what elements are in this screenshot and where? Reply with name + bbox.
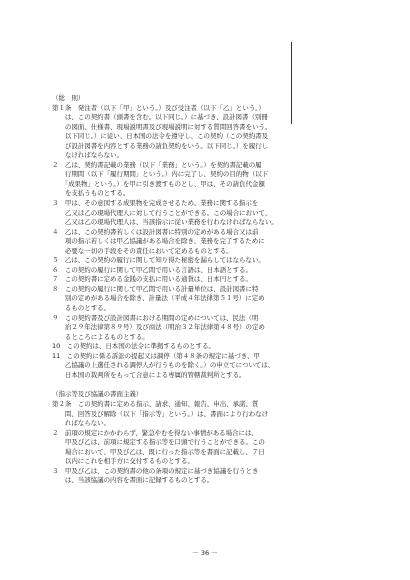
paragraph-4-line: 必要な一切の手段をその責任において定めるものとする。 bbox=[52, 246, 233, 255]
article-1-line: なければならない。 bbox=[52, 151, 123, 160]
paragraph-3-line: 乙又は乙の現場代理人は、当該指示に従い業務を行わなければならない。 bbox=[52, 218, 278, 227]
article-1-line: 以下同じ。）に従い、日本国の法令を遵守し、この契約（この契約書及 bbox=[52, 132, 269, 141]
paragraph-7-line: ７ この契約書に定める金銭の支払に用いる通貨は、日本円とする。 bbox=[52, 275, 252, 284]
heading-general: （総 則） bbox=[52, 94, 85, 102]
section-general-provisions bbox=[52, 94, 368, 380]
paragraph-4-line: 項の指示若しくは甲乙協議がある場合を除き、業務を完了するために bbox=[52, 237, 265, 246]
paragraph-11-line: 乙協議の上選任される調停人が行うものを除く。）の申立てについては、 bbox=[52, 361, 275, 370]
paragraph-6-line: ６ この契約の履行に関して甲乙間で用いる言語は、日本語とする。 bbox=[52, 265, 252, 274]
article-1-line: の図面、仕様書、現場説明書及び現場説明に対する質問回答書をいう。 bbox=[52, 122, 272, 131]
page-number: － 36 － bbox=[192, 549, 218, 557]
paragraph-2-line: を支払うものとする。 bbox=[52, 189, 130, 198]
document-body bbox=[52, 94, 368, 486]
article-2-line: 問、回答及び解除（以下「指示等」という。）は、書面により行わなけ bbox=[52, 409, 269, 418]
section-written-instructions bbox=[52, 390, 368, 485]
paragraph-2-line: 「成果物」という。）を甲に引き渡すものとし、甲は、その請負代金額 bbox=[52, 179, 265, 188]
section-gap bbox=[52, 380, 368, 390]
paragraph-8-line: ８ この契約の履行に関して甲乙間で用いる計量単位は、設計図書に特 bbox=[52, 284, 259, 293]
paragraph-3-line: 乙又は乙の現場代理人に対して行うことができる。この場合において、 bbox=[52, 208, 272, 217]
paragraph-11-line: 11 この契約に係る訴訟の提起又は調停（第４８条の規定に基づき、甲 bbox=[52, 351, 260, 360]
article-2-paragraph-2-line: 甲及び乙は、前項に規定する指示等を口頭で行うことができる。この bbox=[52, 438, 265, 447]
article-2-paragraph-3-line: ３ 甲及び乙は、この契約書の他の条項の規定に基づき協議を行うとき bbox=[52, 466, 259, 475]
article-2-line: 第２条 この契約書に定める指示、請求、通知、報告、申出、承諾、質 bbox=[52, 399, 259, 408]
paragraph-4-line: ４ 乙は、この契約書若しくは設計図書に特別の定めがある場合又は前 bbox=[52, 227, 259, 236]
article-1-line: び設計図書を内容とする業務の請負契約をいう。以下同じ。）を履行し bbox=[52, 141, 269, 150]
paragraph-2-line: 行期間（以下「履行期間」という。）内に完了し、契約の目的物（以下 bbox=[52, 170, 269, 179]
heading-written-instructions: （指示等及び協議の書面主義） bbox=[52, 390, 143, 399]
article-2-paragraph-3-line: は、当該協議の内容を書面に記録するものとする。 bbox=[52, 476, 214, 485]
paragraph-11-line: 日本国の裁判所をもって合意による専属的管轄裁判所とする。 bbox=[52, 370, 246, 379]
paragraph-10-line: 10 この契約は、日本国の法令に準拠するものとする。 bbox=[52, 342, 215, 351]
article-1-line: 第１条 発注者（以下「甲」という。）及び受注者（以下「乙」という。） bbox=[52, 103, 265, 112]
article-2-paragraph-2-line: 場合において、甲及び乙は、既に行った指示等を書面に記載し、７日 bbox=[52, 447, 265, 456]
article-2-paragraph-2-line: ２ 前項の規定にかかわらず、緊急やむを得ない事情がある場合には、 bbox=[52, 428, 258, 437]
article-1-line: は、この契約書（頭書を含む。以下同じ。）に基づき、設計図書（別冊 bbox=[52, 113, 268, 122]
paragraph-9-line: るところによるものとする。 bbox=[52, 332, 149, 341]
article-2-paragraph-2-line: 以内にこれを相手方に交付するものとする。 bbox=[52, 457, 194, 466]
paragraph-8-line: るものとする。 bbox=[52, 304, 111, 313]
paragraph-9-line: 治２９年法律第８９号）及び商法（明治３２年法律第４８号）の定め bbox=[52, 323, 265, 332]
paragraph-5-line: ５ 乙は、この契約の履行に関して知り得た秘密を漏らしてはならない。 bbox=[52, 256, 265, 265]
paragraph-9-line: ９ この契約書及び設計図書における期間の定めについては、民法（明 bbox=[52, 313, 259, 322]
paragraph-3-line: ３ 甲は、その意図する成果物を完成させるため、業務に関する指示を bbox=[52, 199, 259, 208]
paragraph-8-line: 別の定めがある場合を除き、計量法（平成４年法律第５１号）に定め bbox=[52, 294, 265, 303]
article-2-line: ればならない。 bbox=[52, 419, 111, 428]
paragraph-2-line: ２ 乙は、契約書記載の業務（以下「業務」という。）を契約書記載の履 bbox=[52, 160, 262, 169]
